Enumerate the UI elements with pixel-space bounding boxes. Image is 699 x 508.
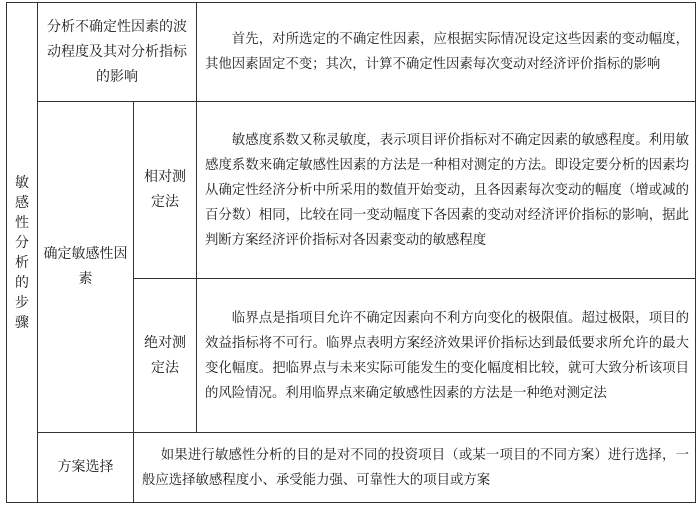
absolute-label: 绝对测定法: [144, 334, 186, 376]
sensitive-label-cell: [38, 102, 134, 433]
relative-label-cell: [134, 102, 197, 279]
impact-label-cell: [38, 3, 197, 102]
sensitive-label: 确定敏感性因素: [43, 246, 128, 287]
left-header: 敏感性分析的步骤: [15, 174, 29, 331]
row-impact: [7, 3, 696, 102]
row-relative: [7, 102, 696, 279]
row-choice: [7, 433, 696, 503]
choice-label-cell: [38, 433, 134, 503]
choice-text: 如果进行敏感性分析的目的是对不同的投资项目（或某一项目的不同方案）进行选择，一般应选择敏感程度小、承受能力强、可靠性大的项目或方案: [134, 433, 696, 503]
impact-label: 分析不确定性因素的波动程度及其对分析指标的影响: [47, 18, 187, 85]
absolute-label-cell: [134, 279, 197, 433]
absolute-text: 临界点是指项目允许不确定因素向不利方向变化的极限值。超过极限，项目的效益指标将不可行。临界点表明方案经济效果评价指标达到最低要求所允许的最大变化幅度。把临界点与未来实际可能发生的变化幅度相比较，就可大致分析该项目的风险情况。利用临界点来确定敏感性因素的方法是一种绝对测定法: [197, 279, 696, 433]
left-header-cell: [7, 3, 38, 503]
choice-label: 方案选择: [57, 459, 114, 475]
steps-table: [6, 2, 696, 503]
impact-text: 首先，对所选定的不确定性因素，应根据实际情况设定这些因素的变动幅度，其他因素固定不变；其次，计算不确定性因素每次变动对经济评价指标的影响: [197, 3, 696, 102]
relative-text: 敏感度系数又称灵敏度，表示项目评价指标对不确定因素的敏感程度。利用敏感度系数来确定敏感性因素的方法是一种相对测定的方法。即设定要分析的因素均从确定性经济分析中所采用的数值开始变动，且各因素每次变动的幅度（增或减的百分数）相同，比较在同一变动幅度下各因素的变动对经济评价指标的影响，据此判断方案经济评价指标对各因素变动的敏感程度: [197, 102, 696, 279]
relative-label: 相对测定法: [144, 169, 186, 210]
